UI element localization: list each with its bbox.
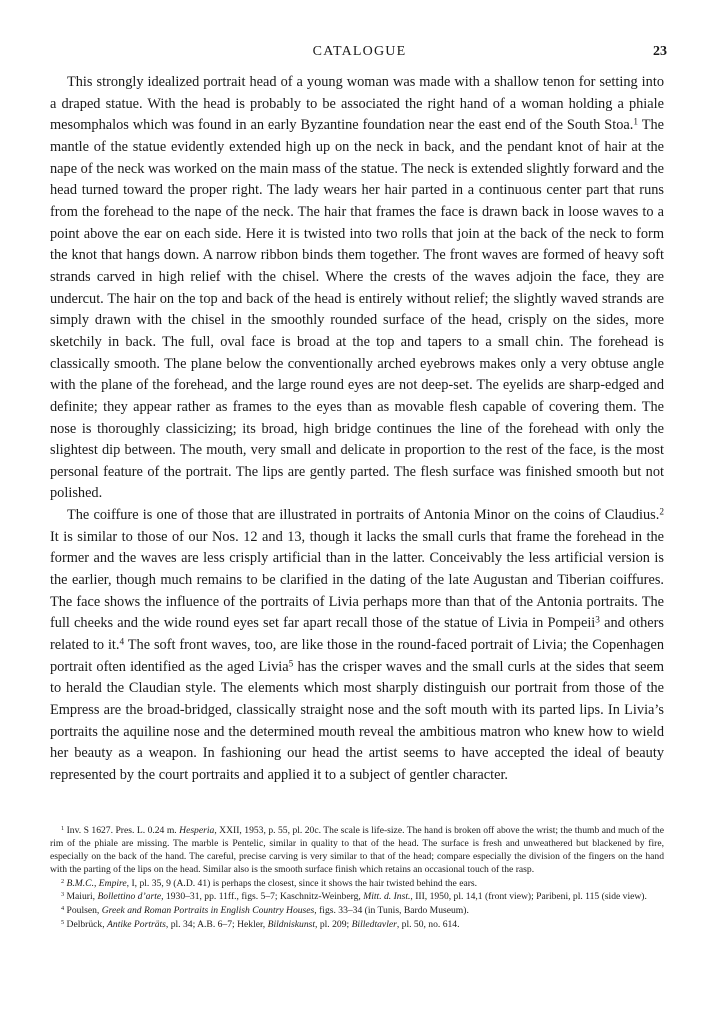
footnote-ref: 3 bbox=[61, 891, 65, 899]
running-head bbox=[0, 44, 719, 64]
body-text bbox=[50, 72, 664, 787]
italic-title: Bildniskunst bbox=[267, 918, 316, 930]
footnote-ref: 2 bbox=[659, 507, 664, 518]
footnotes bbox=[50, 824, 664, 931]
italic-title: Hesperia bbox=[179, 825, 215, 836]
footnote: $^4$ Poulsen, Greek and Roman Portraits in English Country Houses, figs. 33–34 (in Tunis, Bardo Museum). bbox=[61, 904, 469, 917]
footnote: $^2$ B.M.C., Empire, I, pl. 35, 9 (A.D. 41) is perhaps the closest, since it shows the hair twisted behind the ears. bbox=[61, 877, 478, 889]
paragraph: This strongly idealized portrait head of a young woman was made with a shallow tenon for setting into a draped statue. With the head is probably to be associated the right hand of a woman holding a phiale mesomphalos which was found in an early Byzantine foundation near the east end of the South Stoa.$^1$ The mantle of the statue evidently extended high up on the neck in back, and the pendant knot of hair at the nape of the neck was worked on the main mass of the statue. The neck is extended slightly forward and the head turned toward the proper right. The lady wears her hair parted in a continuous center part that runs from the forehead to the nape of the neck. The hair that frames the face is drawn back in loose waves to a point above the ear on each side. Here it is twisted into two rolls that join at the back of the neck to form the knot that hangs down. A narrow ribbon binds them together. The front waves are formed of heavy soft strands carved in high relief with the chisel. Where the crests of the waves adjoin the face, they are undercut. The hair on the top and back of the head is entirely without relief; the slightly waved strands are simply drawn with the chisel in the smoothly rounded surface of the head, crisply on the sides, more sketchily in back. The full, oval face is broad at the top and tapers to a small chin. The forehead is classically smooth. The plane below the conventionally arched eyebrows makes only a very obtuse angle with the plane of the forehead, and the large round eyes are not deep-set. The eyelids are sharp-edged and definite; they appear rather as frames to the eyes than as movable flesh capable of covering them. The nose is thoroughly classicizing; its broad, high bridge continues the line of the forehead with only the slightest dip between. The mouth, very small and delicate in proportion to the rest of the face, is the most personal feature of the portrait. The lips are gently parted. The flesh surface was finished smooth but not polished. bbox=[50, 74, 664, 502]
footnote-ref: 1 bbox=[633, 117, 639, 128]
italic-title: Greek and Roman Portraits in English Country Houses bbox=[101, 905, 315, 917]
footnote: $^3$ Maiuri, Bollettino d’arte, 1930–31, pp. 11ff., figs. 5–7; Kaschnitz-Weinberg, Mitt. d. Inst., III, 1950, pl. 14,1 (front view); Paribeni, pl. 115 (side view). bbox=[61, 891, 647, 903]
footnote-ref: 2 bbox=[61, 877, 65, 885]
running-title: CATALOGUE bbox=[312, 44, 407, 59]
footnote-ref: 4 bbox=[119, 637, 125, 648]
footnote: $^5$ Delbrück, Antike Porträts, pl. 34; A.B. 6–7; Hekler, Bildniskunst, pl. 209; Billedtavler, pl. 50, no. 614. bbox=[61, 918, 460, 930]
footnote-ref: 5 bbox=[61, 918, 65, 926]
italic-title: Bollettino d’arte bbox=[97, 891, 162, 903]
footnote-ref: 3 bbox=[595, 615, 600, 626]
page-number: 23 bbox=[653, 44, 667, 59]
footnote: $^1$ Inv. S 1627. Pres. L. 0.24 m. Hesperia, XXII, 1953, p. 55, pl. 20c. The scale is life-size. The hand is broken off above the wrist; the thumb and much of the rim of the phiale are missing. The marble is Pentelic, similar in quality to that of the head. The surface is fresh and unweathered but blackened by fire, especially on the back of the hand. The careful, precise carving is very similar to that of the head; compare especially the division of the fingers on the hand with the parting of the lips on the head. Similar also is the smooth surface finish which retains an occasional touch of the rasp. bbox=[50, 824, 664, 876]
italic-title: Antike Porträts bbox=[107, 918, 166, 930]
italic-title: Billedtavler bbox=[351, 918, 397, 930]
footnote-ref: 4 bbox=[61, 904, 65, 912]
italic-title: Mitt. d. Inst. bbox=[363, 891, 411, 903]
italic-title: B.M.C., Empire bbox=[66, 877, 127, 889]
paragraph: The coiffure is one of those that are illustrated in portraits of Antonia Minor on the coins of Claudius.$^2$ It is similar to those of our Nos. 12 and 13, though it lacks the small curls that frame the forehead in the former and the waves are less crisply artificial than in the latter. Conceivably the less artificial version is the earlier, though much remains to be clarified in the dating of the late Augustan and Tiberian coiffures. The face shows the influence of the portraits of Livia perhaps more than that of the Antonia portraits. The full cheeks and the wide round eyes set far apart recall those of the statue of Livia in Pompeii$^3$ and others related to it.$^4$ The soft front waves, too, are like those in the round-faced portrait of Livia; the Copenhagen portrait often identified as the aged Livia$^5$ has the crisper waves and the small curls at the sides that seem to herald the Claudian style. The elements which most sharply distinguish our portrait from those of the Empress are the broad-bridged, classically straight nose and the soft mouth with its parted lips. In Livia’s portraits the aquiline nose and the determined mouth reveal the ambitious matron who knew how to wield her beauty as a weapon. In fashioning our head the artist seems to have accepted the ideal of beauty represented by the court portraits and applied it to a subject of gentler character. bbox=[50, 507, 664, 783]
footnote-ref: 1 bbox=[61, 824, 65, 832]
footnote-ref: 5 bbox=[288, 659, 294, 670]
